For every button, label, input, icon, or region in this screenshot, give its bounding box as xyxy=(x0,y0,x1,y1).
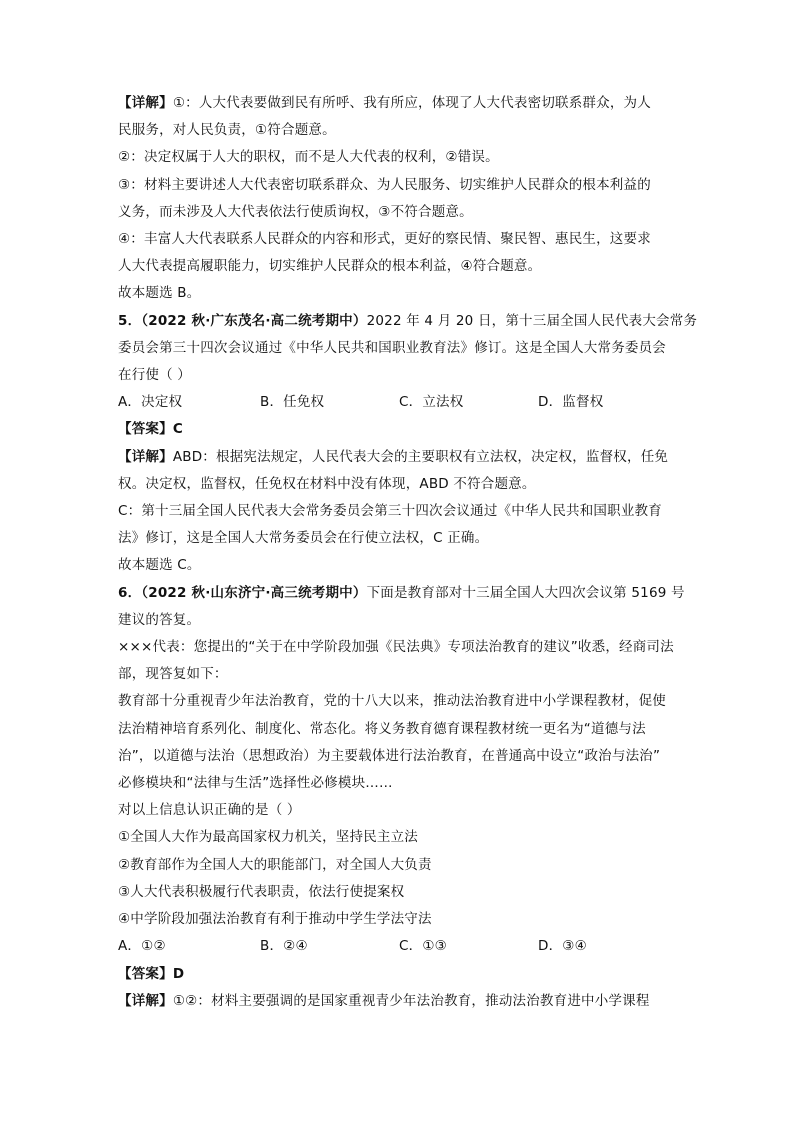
option-d: D．监督权 xyxy=(538,394,604,411)
q5-explain-line-2: 权。决定权，监督权，任免权在材料中没有体现，ABD 不符合题意。 xyxy=(118,475,536,492)
q6-material-line-1: ×××代表：您提出的“关于在中学阶段加强《民法典》专项法治教育的建议”收悉，经商司法 xyxy=(118,639,674,656)
q6-options xyxy=(118,933,678,960)
option-c: C．立法权 xyxy=(399,394,464,411)
q5-stem-line-2: 委员会第三十四次会议通过《中华人民共和国职业教育法》修订。这是全国人大常务委员会 xyxy=(118,339,666,356)
explain-text: ①②：材料主要强调的是国家重视青少年法治教育，推动法治教育进中小学课程 xyxy=(172,992,650,1009)
q4-conclusion: 故本题选 B。 xyxy=(118,285,201,302)
option-a: A．决定权 xyxy=(118,394,183,411)
q4-explain-line-6: ④：丰富人大代表联系人民群众的内容和形式，更好的察民情、聚民智、惠民生，这要求 xyxy=(118,231,651,248)
document-content xyxy=(118,90,698,1015)
answer-label: 【答案】 xyxy=(118,421,173,438)
explain-label: 【详解】 xyxy=(118,95,173,111)
q5-explain-line-1 xyxy=(118,444,678,471)
q6-statement-2: ②教育部作为全国人大的职能部门，对全国人大负责 xyxy=(118,856,432,873)
option-b: B．②④ xyxy=(260,938,308,955)
answer-label: 【答案】 xyxy=(118,965,173,982)
question-stem: 下面是教育部对十三届全国人大四次会议第 5169 号 xyxy=(366,584,685,601)
q4-explain-line-7: 人大代表提高履职能力，切实维护人民群众的根本利益，④符合题意。 xyxy=(118,258,542,275)
q6-answer xyxy=(118,961,678,988)
question-source: （2022 秋·山东济宁·高三统考期中） xyxy=(141,584,367,601)
q5-options xyxy=(118,389,678,416)
option-d: D．③④ xyxy=(538,938,587,955)
explain-label: 【详解】 xyxy=(118,448,173,465)
q5-answer xyxy=(118,416,678,443)
explain-label: 【详解】 xyxy=(118,992,173,1009)
q6-material-line-6: 必修模块和“法律与生活”选择性必修模块…… xyxy=(118,775,393,792)
q6-material-line-3: 教育部十分重视青少年法治教育，党的十八大以来，推动法治教育进中小学课程教材，促使 xyxy=(118,693,666,710)
q4-explain-line-4: ③：材料主要讲述人大代表密切联系群众、为人民服务、切实维护人民群众的根本利益的 xyxy=(118,176,651,193)
question-number: 5． xyxy=(118,312,142,329)
answer-value: C xyxy=(172,421,183,438)
q5-stem-line-3: 在行使（ ） xyxy=(118,367,191,384)
q6-stem-line-1 xyxy=(118,580,685,607)
q5-explain-line-3: C：第十三届全国人民代表大会常务委员会第三十四次会议通过《中华人民共和国职业教育 xyxy=(118,503,662,520)
option-a: A．①② xyxy=(118,938,166,955)
q6-material-line-2: 部，现答复如下： xyxy=(118,666,228,683)
question-stem: 2022 年 4 月 20 日，第十三届全国人民代表大会常务 xyxy=(366,312,698,329)
q6-stem-line-2: 建议的答复。 xyxy=(118,611,201,628)
q6-statement-4: ④中学阶段加强法治教育有利于推动中学生学法守法 xyxy=(118,911,432,928)
q6-material-line-5: 治”，以道德与法治（思想政治）为主要载体进行法治教育，在普通高中设立“政治与法治” xyxy=(118,747,661,764)
q6-question: 对以上信息认识正确的是（ ） xyxy=(118,802,301,819)
answer-value: D xyxy=(172,965,185,982)
q6-material-line-4: 法治精神培育系列化、制度化、常态化。将义务教育德育课程教材统一更名为“道德与法 xyxy=(118,720,646,737)
q5-explain-line-4: 法》修订，这是全国人大常务委员会在行使立法权，C 正确。 xyxy=(118,530,489,547)
explain-text: ABD：根据宪法规定，人民代表大会的主要职权有立法权，决定权，监督权，任免 xyxy=(172,448,669,465)
q4-explain-line-3: ②：决定权属于人大的职权，而不是人大代表的权利，②错误。 xyxy=(118,149,499,166)
q6-explain-line-1 xyxy=(118,988,678,1015)
option-b: B．任免权 xyxy=(260,394,325,411)
q6-statement-1: ①全国人大作为最高国家权力机关，坚持民主立法 xyxy=(118,829,419,846)
q4-explain-line-5: 义务，而未涉及人大代表依法行使质询权，③不符合题意。 xyxy=(118,203,473,220)
option-c: C．①③ xyxy=(399,938,447,955)
q4-explain-line-2: 民服务，对人民负责，①符合题意。 xyxy=(118,122,336,139)
q5-stem-line-1 xyxy=(118,308,698,335)
question-source: （2022 秋·广东茂名·高二统考期中） xyxy=(141,312,367,329)
explain-text: ①：人大代表要做到民有所呼、我有所应，体现了人大代表密切联系群众，为人 xyxy=(172,95,651,111)
question-number: 6． xyxy=(118,584,142,601)
q5-conclusion: 故本题选 C。 xyxy=(118,557,201,574)
q6-statement-3: ③人大代表积极履行代表职责，依法行使提案权 xyxy=(118,883,405,900)
q4-explain-line-1 xyxy=(118,90,678,117)
